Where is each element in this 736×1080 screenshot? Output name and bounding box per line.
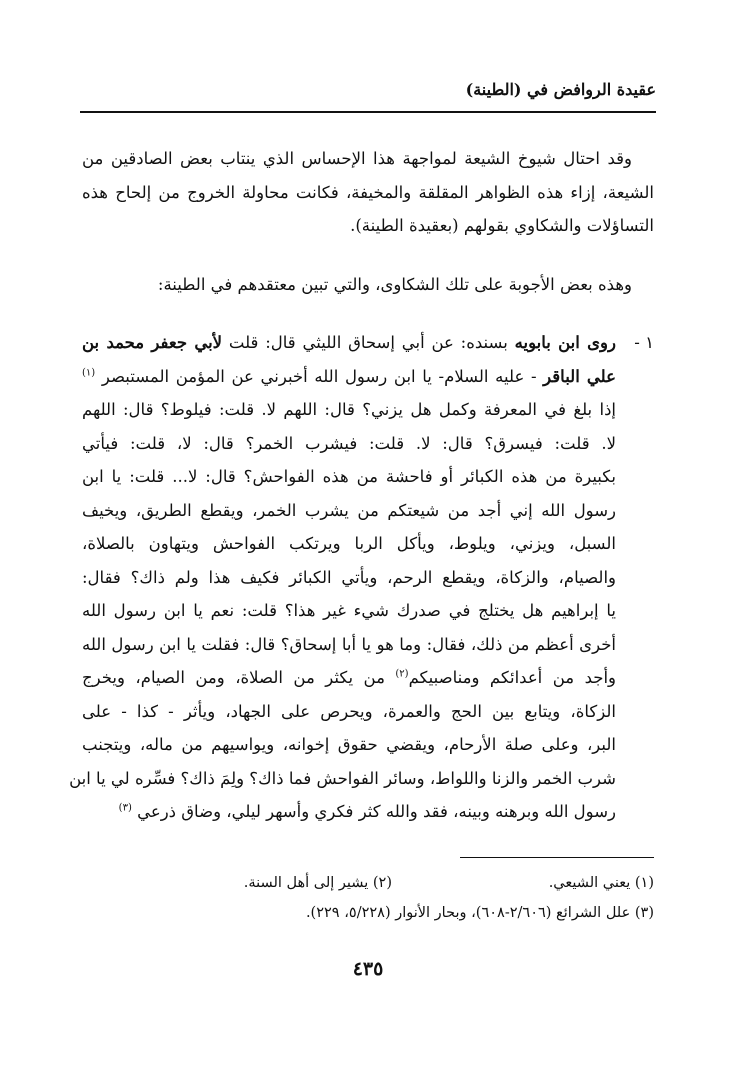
item-line: لا. قلت: فيسرق؟ قال: لا. قلت: فيشرب الخمر؟ قال: لا، قلت: فيأتي [82,433,616,453]
footnote-ref-2[interactable]: (٢) [395,668,409,680]
imam-name-cont: علي الباقر [543,366,616,386]
header-rule [80,111,656,113]
item-line: يا إبراهيم هل يختلج في صدرك شيء غير هذا؟ قلت: نعم يا ابن رسول الله [82,601,616,620]
paragraph-2: وهذه بعض الأجوبة على تلك الشكاوى، والتي تبين معتقدهم في الطينة: [157,275,632,294]
page-number: ٤٣٥ [352,958,384,980]
item-line: أخرى أعظم من ذلك، فقال: وما هو يا أبا إسحاق؟ قال: فقلت يا ابن رسول الله [82,634,616,654]
item-line [82,326,616,360]
item-text: - عليه السلام- يا ابن رسول الله أخبرني عن المؤمن المستبصر [101,366,544,386]
item-text: رسول الله وبرهنه وبينه، فقد والله كثر فكري وأسهر ليلي، وضاق ذرعي [137,802,616,821]
item-line: إذا بلغ في المعرفة وكمل هل يزني؟ قال: اللهم لا. قلت: فيلوط؟ قال: اللهم [82,400,616,419]
paragraph-1-line: التساؤلات والشكاوي بقولهم (بعقيدة الطينة). [350,216,654,235]
item-line: البر، وعلى صلة الأرحام، ويقضي حقوق إخوانه، ويواسيهم من ماله، ويتجنب [82,735,616,754]
imam-name: لأبي جعفر محمد بن [82,333,223,352]
item-line: السبل، ويزني، ويلوط، ويأكل الربا ويرتكب الفواحش ويتهاون بالصلاة، [82,534,616,553]
footnote-rule [460,857,654,858]
item-line [82,795,616,829]
footnote-1: (١) يعني الشيعي. [548,875,654,891]
item-line: والصيام، والزكاة، ويقطع الرحم، ويأتي الكبائر فكيف هذا ولم ذاك؟ فقال: [82,567,616,587]
narrator-name: روى ابن بابويه [514,333,616,352]
item-number: ١ - [634,333,654,352]
paragraph-1-line: وقد احتال شيوخ الشيعة لمواجهة هذا الإحساس الذي ينتاب بعض الصادقين من [82,149,632,168]
footnotes-row-1 [82,870,654,896]
item-text: من يكثر من الصلاة، ومن الصيام، ويخرج [82,668,396,687]
paragraph-1 [82,142,654,243]
item-line [82,661,616,695]
item-text: وأجد من أعدائكم ومناصبيكم [408,668,616,687]
narration-item-1 [69,326,654,829]
paragraph-1-line: الشيعة، إزاء هذه الظواهر المقلقة والمخيفة، فكانت محاولة الخروج من إلحاح هذه [82,182,654,202]
item-body [69,326,616,829]
footnote-3: (٣) علل الشرائع (٢/٦٠٦-٦٠٨)، وبحار الأنوار (٥/٢٢٨، ٢٢٩). [305,905,654,921]
item-text: بسنده: عن أبي إسحاق الليثي قال: قلت [222,333,515,352]
item-line: الزكاة، ويتابع بين الحج والعمرة، ويحرص على الجهاد، ويأثر - كذا - على [82,701,616,721]
footnote-ref-3[interactable]: (٣) [118,802,132,814]
item-line: بكبيرة من هذه الكبائر أو فاحشة من هذه الفواحش؟ قال: لا... قلت: يا ابن [82,467,616,486]
item-line: شرب الخمر والزنا واللواط، وسائر الفواحش فما ذاك؟ ولِمَ ذاك؟ فسِّره لي يا ابن [69,768,616,788]
item-line [82,360,616,394]
footnote-2: (٢) يشير إلى أهل السنة. [243,875,392,891]
footnote-ref-1[interactable]: (١) [82,367,96,378]
item-line: رسول الله إني أجد من شيعتكم من يشرب الخمر، ويقطع الطريق، ويخيف [82,500,616,520]
running-head: عقيدة الروافض في (الطينة) [465,80,656,99]
